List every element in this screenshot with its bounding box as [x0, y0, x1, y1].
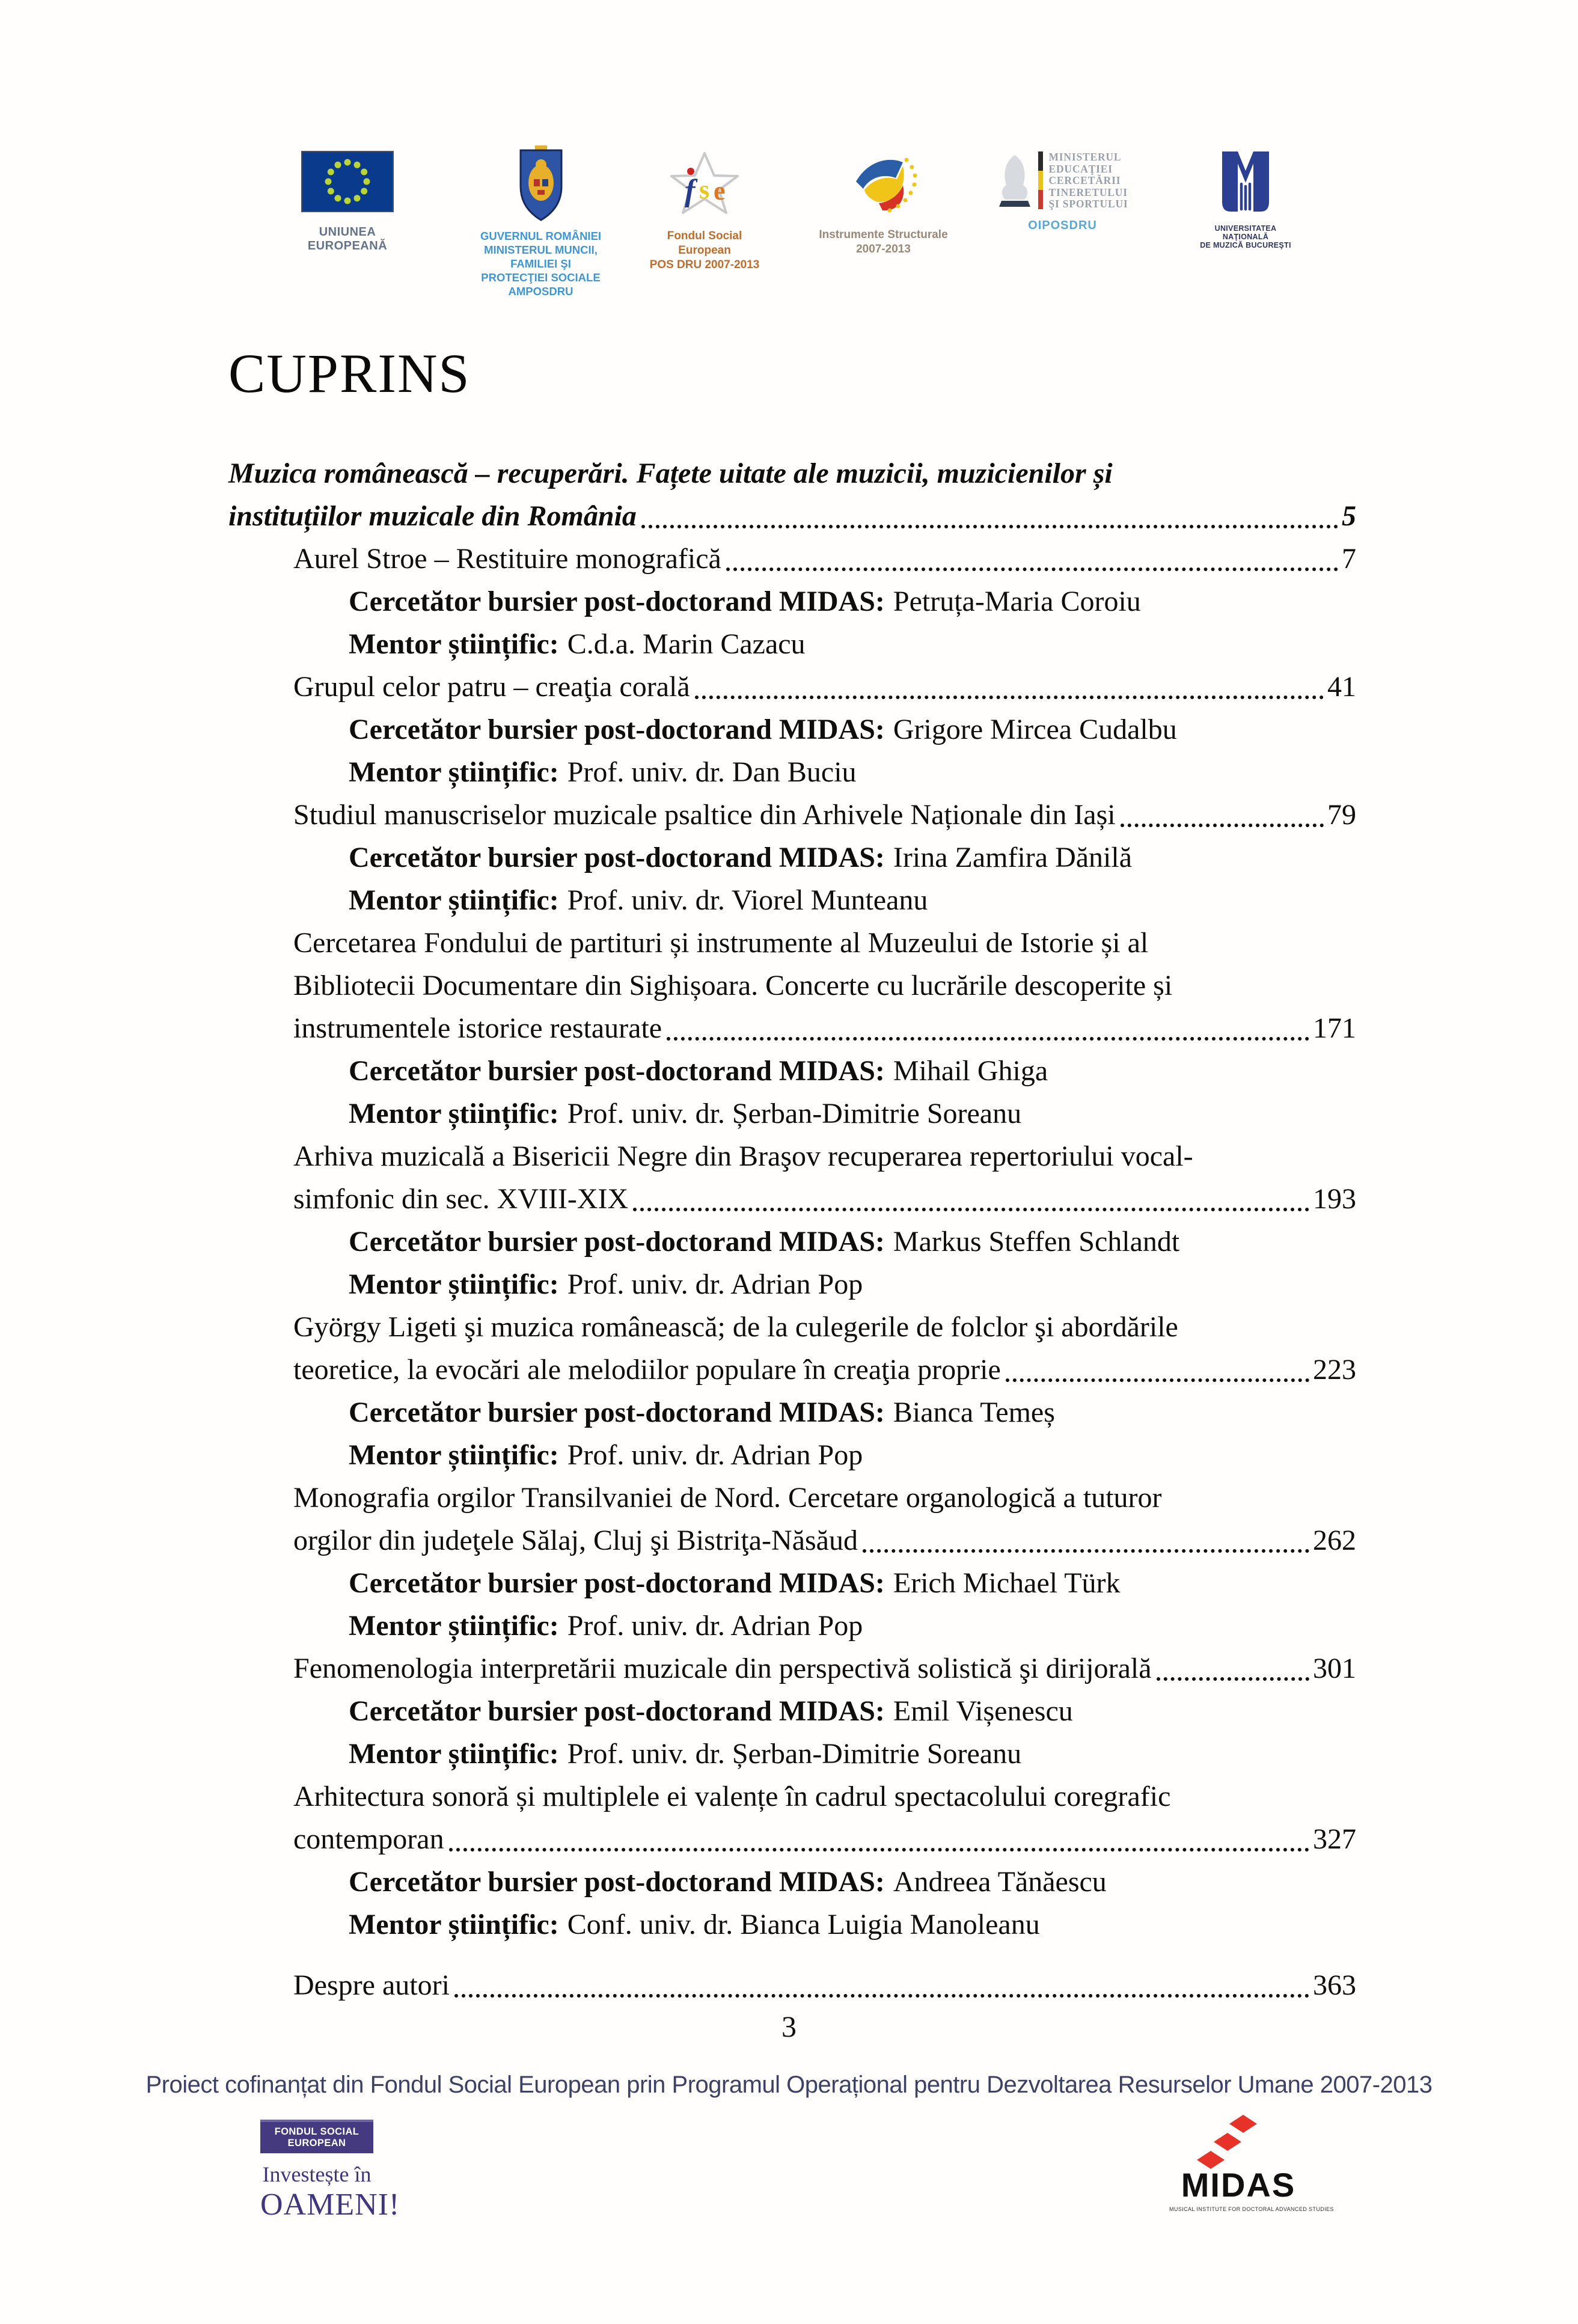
- chapter-title-text: Bibliotecii Documentare din Sighișoara. Concerte cu lucrările descoperite și: [293, 970, 1173, 1001]
- section-heading-line: [228, 495, 1356, 537]
- romanian-government-logo: [470, 145, 611, 298]
- chapter-title-line: [228, 964, 1356, 1007]
- mentor-label: Mentor științific:: [349, 1439, 559, 1471]
- section-page-number: 5: [1342, 500, 1356, 532]
- chapter-page-number: 262: [1313, 1524, 1356, 1556]
- mentor-name: Prof. univ. dr. Dan Buciu: [567, 756, 857, 788]
- chapter-page-number: 301: [1313, 1653, 1356, 1684]
- chapter-title-text: Monografia orgilor Transilvaniei de Nord. Cercetare organologică a tuturor: [293, 1482, 1162, 1514]
- chapter-title-text: Cercetarea Fondului de partituri și instrumente al Muzeului de Istorie și al: [293, 927, 1149, 959]
- chapter-title-text: György Ligeti şi muzica românească; de la culegerile de folclor şi abordările: [293, 1311, 1178, 1343]
- mentor-label: Mentor științific:: [349, 884, 559, 916]
- mentor-label: Mentor științific:: [349, 1610, 559, 1642]
- government-label: [470, 229, 611, 298]
- chapter-title-line: [228, 1135, 1356, 1178]
- dot-leader: [449, 1848, 1309, 1852]
- invest-line: OAMENI!: [260, 2188, 400, 2222]
- eu-flag-logo: [287, 150, 408, 253]
- ministry-label: [1048, 151, 1128, 210]
- researcher-name: Erich Michael Türk: [893, 1567, 1121, 1599]
- chapter-title-line: [228, 794, 1356, 836]
- fse-star-icon: [659, 151, 750, 219]
- mentor-name: Prof. univ. dr. Adrian Pop: [567, 1439, 863, 1471]
- chapter-title-text: Arhiva muzicală a Bisericii Negre din Braşov recuperarea repertoriului vocal-: [293, 1140, 1193, 1172]
- chapter-researcher-line: [228, 1050, 1356, 1092]
- eu-flag-icon: [301, 150, 394, 213]
- ministry-logo-row: [947, 151, 1178, 210]
- fse-label-line: POS DRU 2007-2013: [649, 258, 760, 271]
- chapter-page-number: 327: [1313, 1823, 1356, 1855]
- ministry-education-logo: [947, 151, 1178, 233]
- midas-tagline: MUSICAL INSTITUTE FOR DOCTORAL ADVANCED STUDIES: [1169, 2206, 1334, 2212]
- structural-instruments-label-line: Instrumente Structurale: [819, 228, 948, 241]
- chapter-page-number: 79: [1327, 799, 1356, 831]
- mentor-name: Conf. univ. dr. Bianca Luigia Manoleanu: [567, 1909, 1040, 1940]
- structural-instruments-icon: [844, 151, 923, 216]
- svg-text:s: s: [699, 175, 710, 204]
- chapter-title-line: [228, 1348, 1356, 1391]
- ministry-label-line: MINISTERUL: [1048, 151, 1122, 163]
- government-label-line: MINISTERUL MUNCII, FAMILIEI ŞI: [484, 243, 598, 270]
- dot-leader: [454, 1994, 1309, 1998]
- section-heading-line: [228, 452, 1356, 495]
- dot-leader: [633, 1208, 1309, 1211]
- chapter-page-number: 171: [1313, 1012, 1356, 1044]
- music-university-logo: [1191, 149, 1300, 249]
- researcher-name: Petruța-Maria Coroiu: [893, 586, 1141, 617]
- mentor-label: Mentor științific:: [349, 1738, 559, 1770]
- section-heading-text: instituțiilor muzicale din România: [228, 500, 637, 532]
- fse-invest-logo: [260, 2120, 400, 2222]
- chapter-title-text: teoretice, la evocări ale melodiilor populare în creaţia proprie: [293, 1354, 1001, 1386]
- about-authors-page-number: 363: [1313, 1969, 1356, 2001]
- mentor-label: Mentor științific:: [349, 756, 559, 788]
- chapter-page-number: 193: [1313, 1183, 1356, 1215]
- chapter-title-text: Studiul manuscriselor muzicale psaltice din Arhivele Naționale din Iași: [293, 799, 1116, 831]
- mentor-label: Mentor științific:: [349, 1268, 559, 1300]
- researcher-name: Irina Zamfira Dănilă: [893, 842, 1133, 873]
- eu-flag-label: UNIUNEA EUROPEANĂ: [307, 225, 388, 252]
- researcher-label: Cercetător bursier post-doctorand MIDAS:: [349, 1866, 885, 1898]
- chapter-title-line: [228, 1178, 1356, 1220]
- structural-instruments-label-line: 2007-2013: [856, 243, 911, 255]
- chapter-mentor-line: [228, 1903, 1356, 1946]
- about-authors-entry: [228, 1964, 1356, 2007]
- dot-leader: [695, 696, 1324, 699]
- mentor-label: Mentor științific:: [349, 1909, 559, 1940]
- chapter-researcher-line: [228, 1861, 1356, 1903]
- chapter-title-line: [228, 1647, 1356, 1690]
- ministry-label-line: EDUCAŢIEI: [1048, 162, 1113, 175]
- ministry-label-line: CERCETĂRII: [1048, 174, 1121, 186]
- section-heading: [228, 452, 1356, 537]
- chapter-mentor-line: [228, 751, 1356, 794]
- researcher-name: Bianca Temeș: [893, 1396, 1055, 1428]
- fse-label: [644, 229, 765, 272]
- researcher-name: Emil Vișenescu: [893, 1695, 1073, 1727]
- midas-diamond-icon: [1214, 2133, 1241, 2151]
- chapter-title-line: [228, 1775, 1356, 1818]
- svg-text:f: f: [685, 174, 696, 208]
- european-social-fund-logo: [644, 151, 765, 272]
- table-of-contents: [228, 452, 1356, 2007]
- chapter-mentor-line: [228, 1092, 1356, 1135]
- university-m-icon: [1219, 149, 1273, 213]
- researcher-name: Mihail Ghiga: [893, 1055, 1048, 1087]
- chapter-page-number: 7: [1342, 543, 1356, 575]
- researcher-label: Cercetător bursier post-doctorand MIDAS:: [349, 1055, 885, 1087]
- government-label-line: PROTECŢIEI SOCIALE: [481, 271, 601, 284]
- chapter-mentor-line: [228, 879, 1356, 922]
- researcher-label: Cercetător bursier post-doctorand MIDAS:: [349, 1695, 885, 1727]
- chapter-researcher-line: [228, 1690, 1356, 1732]
- dot-leader: [863, 1549, 1309, 1553]
- about-authors-text: Despre autori: [293, 1969, 450, 2001]
- researcher-label: Cercetător bursier post-doctorand MIDAS:: [349, 1396, 885, 1428]
- midas-diamond-icon: [1229, 2115, 1257, 2133]
- mentor-name: C.d.a. Marin Cazacu: [567, 628, 806, 660]
- chapter-researcher-line: [228, 1391, 1356, 1434]
- chapter-researcher-line: [228, 836, 1356, 879]
- chapter-researcher-line: [228, 580, 1356, 623]
- chapter-researcher-line: [228, 1562, 1356, 1604]
- researcher-name: Markus Steffen Schlandt: [893, 1226, 1180, 1258]
- chapter-title-line: [228, 1519, 1356, 1562]
- researcher-label: Cercetător bursier post-doctorand MIDAS:: [349, 714, 885, 745]
- tricolor-stripe-icon: [1038, 151, 1043, 209]
- university-label-line: DE MUZICĂ BUCUREŞTI: [1200, 241, 1291, 249]
- romania-coat-of-arms-icon: [517, 145, 565, 221]
- chapter-page-number: 223: [1313, 1354, 1356, 1386]
- mentor-label: Mentor științific:: [349, 628, 559, 660]
- researcher-label: Cercetător bursier post-doctorand MIDAS:: [349, 1226, 885, 1258]
- chapter-mentor-line: [228, 1732, 1356, 1775]
- university-label: [1191, 224, 1300, 249]
- researcher-label: Cercetător bursier post-doctorand MIDAS:: [349, 842, 885, 873]
- mentor-name: Prof. univ. dr. Șerban-Dimitrie Soreanu: [567, 1738, 1022, 1770]
- chapter-title-text: instrumentele istorice restaurate: [293, 1012, 662, 1044]
- dot-leader: [1121, 824, 1324, 827]
- chapter-title-text: simfonic din sec. XVIII-XIX: [293, 1183, 629, 1215]
- fse-box-label: FONDUL SOCIAL EUROPEAN: [260, 2120, 373, 2153]
- chapter-mentor-line: [228, 1434, 1356, 1476]
- mentor-label: Mentor științific:: [349, 1098, 559, 1130]
- mentor-name: Prof. univ. dr. Adrian Pop: [567, 1610, 863, 1642]
- chapter-researcher-line: [228, 1220, 1356, 1263]
- ministry-label-line: TINERETULUI: [1048, 186, 1128, 198]
- ministry-label-line: ŞI SPORTULUI: [1048, 198, 1128, 210]
- chapter-mentor-line: [228, 623, 1356, 665]
- page-number: 3: [781, 2010, 797, 2043]
- chapter-page-number: 41: [1327, 671, 1356, 703]
- researcher-name: Andreea Tănăescu: [893, 1866, 1107, 1898]
- midas-logo: [1169, 2111, 1334, 2231]
- researcher-label: Cercetător bursier post-doctorand MIDAS:: [349, 586, 885, 617]
- chapter-title-line: [228, 665, 1356, 708]
- svg-text:e: e: [714, 176, 726, 206]
- oiposdru-label: OIPOSDRU: [1028, 218, 1097, 232]
- researcher-label: Cercetător bursier post-doctorand MIDAS:: [349, 1567, 885, 1599]
- chapter-title-text: Arhitectura sonoră și multiplele ei valențe în cadrul spectacolului coregrafic: [293, 1781, 1171, 1812]
- chapter-title-line: [228, 1476, 1356, 1519]
- dot-leader: [726, 567, 1338, 571]
- dot-leader: [1006, 1378, 1309, 1382]
- mentor-name: Prof. univ. dr. Viorel Munteanu: [567, 884, 928, 916]
- midas-wordmark: MIDAS: [1181, 2166, 1296, 2204]
- chapter-title-text: contemporan: [293, 1823, 444, 1855]
- structural-instruments-label: [819, 228, 948, 257]
- chapter-title-line: [228, 922, 1356, 964]
- chapter-title-line: [228, 1818, 1356, 1861]
- chapter-title-text: Fenomenologia interpretării muzicale din perspectivă solistică şi dirijorală: [293, 1653, 1152, 1684]
- mentor-name: Prof. univ. dr. Șerban-Dimitrie Soreanu: [567, 1098, 1022, 1130]
- section-heading-text: Muzica românească – recuperări. Fațete uitate ale muzicii, muzicienilor și: [228, 457, 1113, 489]
- university-label-line: UNIVERSITATEA NAŢIONALĂ: [1214, 224, 1277, 241]
- chapter-mentor-line: [228, 1263, 1356, 1306]
- chapter-title-line: [228, 1306, 1356, 1348]
- fse-label-line: Fondul Social European: [667, 230, 742, 257]
- chapter-title-line: [228, 537, 1356, 580]
- ministry-eagle-icon: [997, 151, 1033, 209]
- researcher-name: Grigore Mircea Cudalbu: [893, 714, 1177, 745]
- government-label-line: GUVERNUL ROMÂNIEI: [480, 230, 602, 242]
- mentor-name: Prof. univ. dr. Adrian Pop: [567, 1268, 863, 1300]
- chapter-list: [228, 537, 1356, 1946]
- chapter-mentor-line: [228, 1604, 1356, 1647]
- chapter-title-text: Grupul celor patru – creaţia corală: [293, 671, 690, 703]
- government-label-line: AMPOSDRU: [508, 285, 573, 298]
- structural-instruments-logo: [819, 151, 948, 257]
- dot-leader: [667, 1037, 1309, 1041]
- page-title: CUPRINS: [228, 343, 471, 404]
- dot-leader: [1157, 1677, 1309, 1681]
- chapter-title-text: Aurel Stroe – Restituire monografică: [293, 543, 721, 575]
- chapter-title-line: [228, 1007, 1356, 1050]
- dot-leader: [641, 525, 1338, 528]
- funding-statement: Proiect cofinanțat din Fondul Social European prin Programul Operațional pentru Dezvoltarea Resurselor Umane 2007-2013: [145, 2072, 1433, 2098]
- chapter-title-text: orgilor din judeţele Sălaj, Cluj şi Bistriţa-Năsăud: [293, 1524, 858, 1556]
- invest-line: Investește în: [262, 2162, 372, 2186]
- chapter-researcher-line: [228, 708, 1356, 751]
